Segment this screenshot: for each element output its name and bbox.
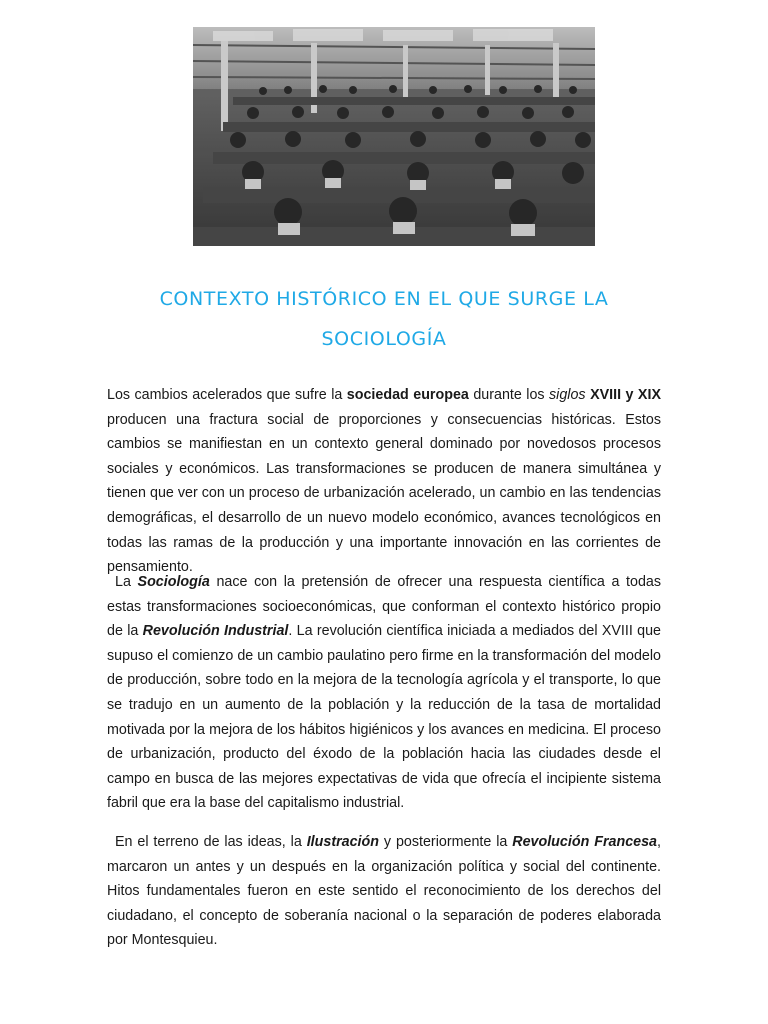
p2-emph-revolucion-industrial: Revolución Industrial: [142, 623, 289, 640]
p1-bold-sociedad-europea: sociedad europea: [346, 387, 469, 403]
p1-italic-siglos: siglos: [549, 387, 586, 403]
p2-emph-sociologia: Sociología: [137, 574, 210, 590]
p3-emph-ilustracion: Ilustración: [306, 834, 379, 850]
p3-text-2: y posteriormente la: [379, 834, 513, 850]
title-line-1: CONTEXTO HISTÓRICO EN EL QUE SURGE LA: [159, 288, 609, 310]
paragraph-2: [107, 570, 661, 816]
p1-text-4: producen una fractura social de proporciones y consecuencias históricas. Estos cambios se manifiestan en un contexto general dominado por novedosos procesos sociales y económicos. Las transformaciones se producen de manera simultánea y tienen que ver con un proceso de urbanización acelerado, un cambio en las tendencias demográficas, el desarrollo de un nuevo modelo económico, avances tecnológicos en todas las ramas de la producción y una importante innovación en las corrientes de pensamiento.: [107, 411, 661, 576]
p3-emph-revolucion-francesa: Revolución Francesa: [512, 834, 657, 850]
p2-text-2: nace con la pretensión de ofrecer una respuesta científica a todas estas transformaciones socioeconómicas, que conforman el contexto histórico propio de la: [107, 574, 661, 640]
p1-text-2: durante los: [468, 387, 550, 403]
p3-text-1: En el terreno de las ideas, la: [115, 834, 307, 850]
paragraph-1: [107, 383, 661, 580]
p3-text-3: , marcaron un antes y un después en la organización política y social del continente. Hitos fundamentales fueron en este sentido el reconocimiento de los derechos del ciudadano, el concepto de soberanía nacional o la separación de poderes elaborada por Montesquieu.: [107, 834, 661, 949]
factory-photo: [193, 27, 595, 246]
p1-text-1: Los cambios acelerados que sufre la: [107, 387, 347, 403]
p2-text-1: La: [115, 574, 138, 590]
p1-bold-centuries: XVIII y XIX: [590, 387, 661, 403]
p2-text-3: . La revolución científica iniciada a mediados del XVIII que supuso el comienzo de un cambio paulatino pero firme en la transformación del modelo de producción, sobre todo en la mejora de la tecnología agrícola y el transporte, lo que se tradujo en un aumento de la población y la reducción de la tasa de mortalidad motivada por la mejora de los hábitos higiénicos y los avances en medicina. El proceso de urbanización, producto del éxodo de la población hacia las ciudades desde el campo en busca de las mejores expectativas de vida que ofrecía el incipiente sistema fabril que era la base del capitalismo industrial.: [107, 623, 661, 812]
paragraph-3: [107, 830, 661, 953]
title-line-2: SOCIOLOGÍA: [321, 328, 447, 350]
document-title: [100, 279, 668, 359]
